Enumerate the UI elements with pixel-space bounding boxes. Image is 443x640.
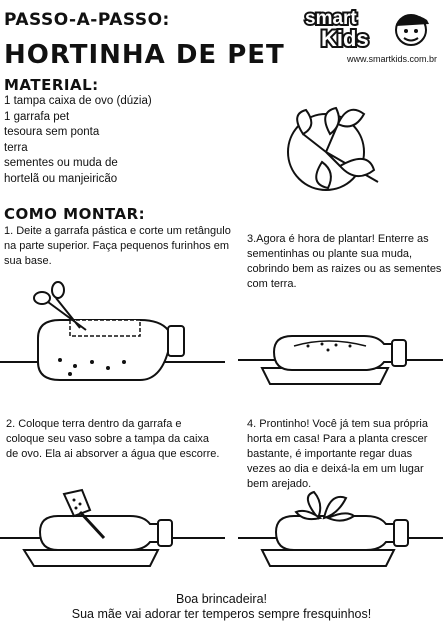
- material-list: [4, 94, 152, 187]
- step-1-text: 1. Deite a garrafa pástica e corte um retângulo na parte superior. Faça pequenos furinhos em sua base.: [4, 225, 231, 267]
- step-1-illustration: [0, 280, 225, 390]
- material-item: hortelã ou manjeiricão: [4, 172, 118, 185]
- step-3-text: 3.Agora é hora de plantar! Enterre as sementinhas ou plante sua muda, cobrindo bem as raizes ou as sementes com terra.: [247, 233, 442, 290]
- logo-text-top: smart: [305, 8, 357, 29]
- como-montar-heading: COMO MONTAR:: [4, 205, 146, 223]
- page-title: HORTINHA DE PET: [4, 40, 285, 70]
- step-4-text: 4. Prontinho! Você já tem sua própria horta em casa! Para a planta crescer bastante, é importante regar duas vezes ao dia e deixá-la em um lugar bem arejado.: [247, 418, 428, 490]
- material-item: 1 tampa caixa de ovo (dúzia): [4, 95, 152, 107]
- logo-kid-icon: [396, 15, 429, 45]
- step-2-text: 2. Coloque terra dentro da garrafa e coloque seu vaso sobre a tampa da caixa de ovo. Ela ai absorver a água que escorre.: [6, 418, 220, 460]
- basil-leaves-illustration: [278, 104, 388, 194]
- material-item: terra: [4, 141, 28, 154]
- closing-line-1: Boa brincadeira!: [175, 592, 268, 606]
- step-2-illustration: [0, 488, 225, 578]
- material-item: 1 garrafa pet: [4, 110, 70, 123]
- step-3-illustration: [238, 322, 443, 392]
- step-4-illustration: [238, 488, 443, 578]
- smartkids-logo: [301, 4, 435, 52]
- page-subtitle: PASSO-A-PASSO:: [4, 10, 170, 30]
- website-url: www.smartkids.com.br: [346, 54, 437, 64]
- closing-line-2: Sua mãe vai adorar ter temperos sempre fresquinhos!: [71, 607, 372, 621]
- logo-wordmark: [305, 8, 369, 51]
- material-item: tesoura sem ponta: [4, 126, 100, 138]
- logo-text-bottom: Kids: [321, 26, 369, 51]
- material-heading: MATERIAL:: [4, 76, 99, 94]
- plant-icon: [296, 492, 354, 521]
- material-item: sementes ou muda de: [4, 157, 118, 169]
